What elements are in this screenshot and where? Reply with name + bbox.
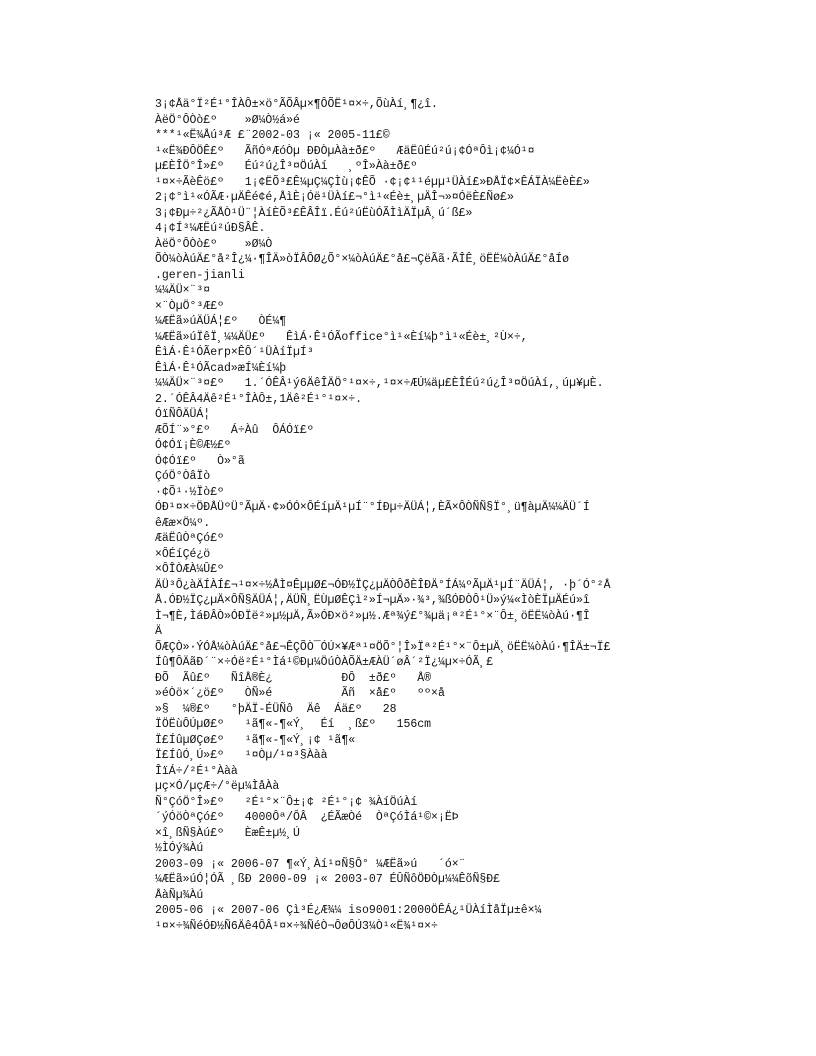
text-line: ´ýÓöÒªÇó£º 4000Ôª/ÔÂ ¿ÉÃæÒé ÒªÇóÌá¹©×¡ËÞ <box>155 811 459 824</box>
text-line: ×ÔÎÒÆÀ¼Û£º <box>155 563 225 576</box>
text-line: .geren-jianli <box>155 268 245 282</box>
text-line: ÓÐ¹¤×÷ÖÐÅÜºÜ°ÃµÄ·¢»ÓÓ×ÔÉíµÄ¹µÍ¨°ÍÐµ÷ÄÜÁ¦,ÈÃ×ÔÒÑÑ§Ï°¸ü¶àµÄ¼¼ÄÜ´Í <box>155 501 590 514</box>
text-line: Ó¢Óï¡È©Æ½£º <box>155 439 231 452</box>
text-line: ¹«Ë¾ÐÔÖÊ£º ÃñÓªÆóÒµ ÐÐÒµÀà±ð£º ÆäËûÉú²ú¡¢ÓªÔì¡¢¼Ó¹¤ <box>155 144 535 158</box>
text-line: ×¨ÒµÖ°³Æ£º <box>155 299 225 313</box>
text-line: ¼ÆËã»úÄÜÁ¦£º ÒÉ¼¶ <box>155 315 287 328</box>
text-line: 4¡¢Í³¼ÆËú²úÐ§ÂÊ. <box>155 222 266 235</box>
text-line: 2003-09 ¡« 2006-07 ¶«Ý¸Àí¹¤Ñ§Ô° ¼ÆËã»ú ´ó×¨ <box>155 857 466 871</box>
text-line: ¹¤×÷ÃèÊö£º 1¡¢ËÕ³£Ê¼µÇ¼ÇÌù¡¢ÊÕ ·¢¡¢¹¹éµµ¹ÜÀí£»ÐÅÏ¢×ÊÁÏÀ¼ËèÈ£» <box>155 175 590 189</box>
text-line: Ì¬¶È,ÌáÐÂÒ»ÓÐÏë²»µ½µÄ,Ã»ÓÐ×ö²»µ½.Æª¾ý£°¾µä¡ª²É¹°×¨Ô±¸öËË¼òÀú·¶Î <box>155 609 590 623</box>
text-line: ·¢Õ¹·½Ïò£º <box>155 485 225 499</box>
document-body <box>155 97 700 950</box>
text-line: µ£ÈÎÖ°Î»£º Éú²ú¿Î³¤ÖúÀí ¸ºÎ»Àà±ð£º <box>155 160 418 173</box>
text-line: ÎïÁ÷/²É¹°Ààà <box>155 764 238 778</box>
text-line: ÐÕ Ãû£º ÑîÅ®È¿ ÐÔ ±ð£º Å® <box>155 671 432 685</box>
text-line: ÅàÑµ¾Àú <box>155 888 204 902</box>
text-line: ÕÆÇÒ»·ÝÓÅ¼òÀúÄ£°å£¬ÊÇÕÒ¯ÓÚ×¥Æª¹¤ÖÕ°¦Î»Ïª²É¹°×¨Ô±µÄ¸öËË¼òÀú·¶ÎÄ±¬Ï£ <box>155 640 611 654</box>
text-line: ¼ÆËã»úÏêÏ¸¼¼ÄÜ£º ÊìÁ·Ê¹ÓÃoffice°ì¹«Èí¼þ°ì¹«Éè±¸²Ù×÷, <box>155 330 528 344</box>
text-line: ×î¸ßÑ§Àú£º ÈæÊ±µ½¸Ú <box>155 826 300 840</box>
text-line: »éÒö×´¿ö£º ÒÑ»é Ãñ ×å£º ºº×å <box>155 687 445 700</box>
text-line: ¼¼ÄÜ×¨³¤ <box>155 284 211 297</box>
text-line: ÄÜ³Ô¿àÄÍÀÍ£¬¹¤×÷½ÅÌ¤ÊµµØ£¬ÓÐ½ÏÇ¿µÄÒÔðÈÎÐÄ°ÍÁ¼ºÃµÄ¹µÍ¨ÄÜÁ¦, ·þ´Ó°²Å <box>155 578 611 592</box>
text-line: ÕÒ¼òÀúÄ£°å²Î¿¼·¶ÎÄ»òÏÂÔØ¿Õ°×¼òÀúÄ£°å£¬ÇëÃã·ÃÎÊ¸öËË¼òÀúÄ£°åÍø <box>155 253 570 266</box>
text-line: Ó¢Óï£º Ò»°ã <box>155 454 245 468</box>
text-line: ÆÕÍ¨»°£º Á÷Àû ÔÁÓï£º <box>155 423 314 437</box>
text-line: êÆæ×Ö¼º. <box>155 516 211 530</box>
text-line: ¼¼ÄÜ×¨³¤£º 1.´ÓÊÂ¹ý6ÄêÎÄÖ°¹¤×÷,¹¤×÷ÆÚ¼äµ£ÈÎÉú²ú¿Î³¤ÖúÀí,¸úµ¥µÈ. <box>155 377 604 390</box>
text-line: 2005-06 ¡« 2007-06 Çì³É¿Æ¾¼ iso9001:2000ÖÊÁ¿¹ÜÀíÌåÏµ±ê×¼ <box>155 904 542 917</box>
text-line: Ä <box>155 625 162 638</box>
text-line: Ï£ÍûµØÇø£º ¹ã¶«-¶«Ý¸¡¢ ¹ã¶« <box>155 733 356 747</box>
text-line: ÊìÁ·Ê¹ÓÃcad»æÍ¼Èí¼þ <box>155 361 287 375</box>
text-line: Ï£ÍûÓ¸Ú»£º ¹¤Òµ/¹¤³§Ààà <box>155 749 328 762</box>
text-line: Íû¶ÔÄãÐ´¨×÷Óë²É¹°Ìá¹©Ðµ¼ÖúÒÀÕÄ±ÆÀÜ´øÂ´²Ï¿¼µ×÷ÓÃ¸£ <box>155 656 494 669</box>
text-line: 3¡¢Åä°Ï²É¹°ÎÀÔ±×ö°ÃÕÂµ×¶ÔÕË¹¤×÷,ÕùÀí¸¶¿î. <box>155 98 438 111</box>
text-line: ÊìÁ·Ê¹ÓÃerp×ÊÔ´¹ÜÀíÏµÍ³ <box>155 346 314 359</box>
text-line: ×ÔÉíÇé¿ö <box>155 547 211 561</box>
text-line: Ñ°ÇóÖ°Î»£º ²É¹°×¨Ô±¡¢ ²É¹°¡¢ ¾ÀíÖúÀí <box>155 795 418 809</box>
text-line: ÀëÖ°ÔÒò£º »Ø¼Ò½á»é <box>155 113 300 127</box>
text-line: µç×Ó/µçÆ÷/°ëµ¼ÌåÀà <box>155 780 280 793</box>
text-line: ÆäËûÒªÇó£º <box>155 532 225 545</box>
text-line: ¼ÆËã»úÓ¦ÓÃ ¸ßÐ 2000-09 ¡« 2003-07 ÉÛÑôÖÐÒµ¼¼ÊõÑ§Ð£ <box>155 873 501 886</box>
text-line: ÇóÖ°ÒâÏò <box>155 470 211 483</box>
text-line: ¹¤×÷¾ÑéÓÐ½Ñ6Äê4ÔÂ¹¤×÷¾ÑéÒ¬ÔøÔÚ3¼Ò¹«Ë¾¹¤×÷ <box>155 919 438 933</box>
text-line: ÏÖËùÔÚµØ£º ¹ã¶«-¶«Ý¸ Éí ¸ß£º 156cm <box>155 718 432 731</box>
text-line: 3¡¢Ðµ÷²¿ÃÅÒ¹Ü¨¦ÀíÈÕ³£ÊÂÎï.Éú²úËùÓÃÌìÄÏµÂ¸ú´ß£» <box>155 206 473 220</box>
text-line: Å.ÓÐ½ÏÇ¿µÄ×ÔÑ§ÄÜÁ¦,ÄÜÑ¸ËÙµØÊÇì²»Í¬µÄ»·¾³,¾ßÓÐÒÔ¹Ü»ý¼«ÌòÈÏµÄÉú»î <box>155 594 590 607</box>
text-line: ½ÌÓý¾Àú <box>155 842 204 855</box>
text-line <box>155 934 700 950</box>
text-line: ÀëÖ°ÔÒò£º »Ø¼Ò <box>155 237 273 251</box>
text-line: 2¡¢°ì¹«ÓÃÆ·µÄÊé¢é,ÅìÈ¡Óë¹ÜÀí£¬°ì¹«Éè±¸µÄÎ¬»¤ÓëÈ£Ñø£» <box>155 191 514 204</box>
text-line: ***¹«Ë¾Åú³Æ £¨2002-03 ¡« 2005-11£© <box>155 129 390 142</box>
text-line: 2.´ÓÊÂ4Äê²É¹°ÎÀÔ±,1Äê²É¹°¹¤×÷. <box>155 392 363 406</box>
text-line: »§ ¼®£º °þÄÏ-ÉÜÑô Äê Áä£º 28 <box>155 702 397 716</box>
text-line: ÓïÑÔÄÜÁ¦ <box>155 408 211 421</box>
